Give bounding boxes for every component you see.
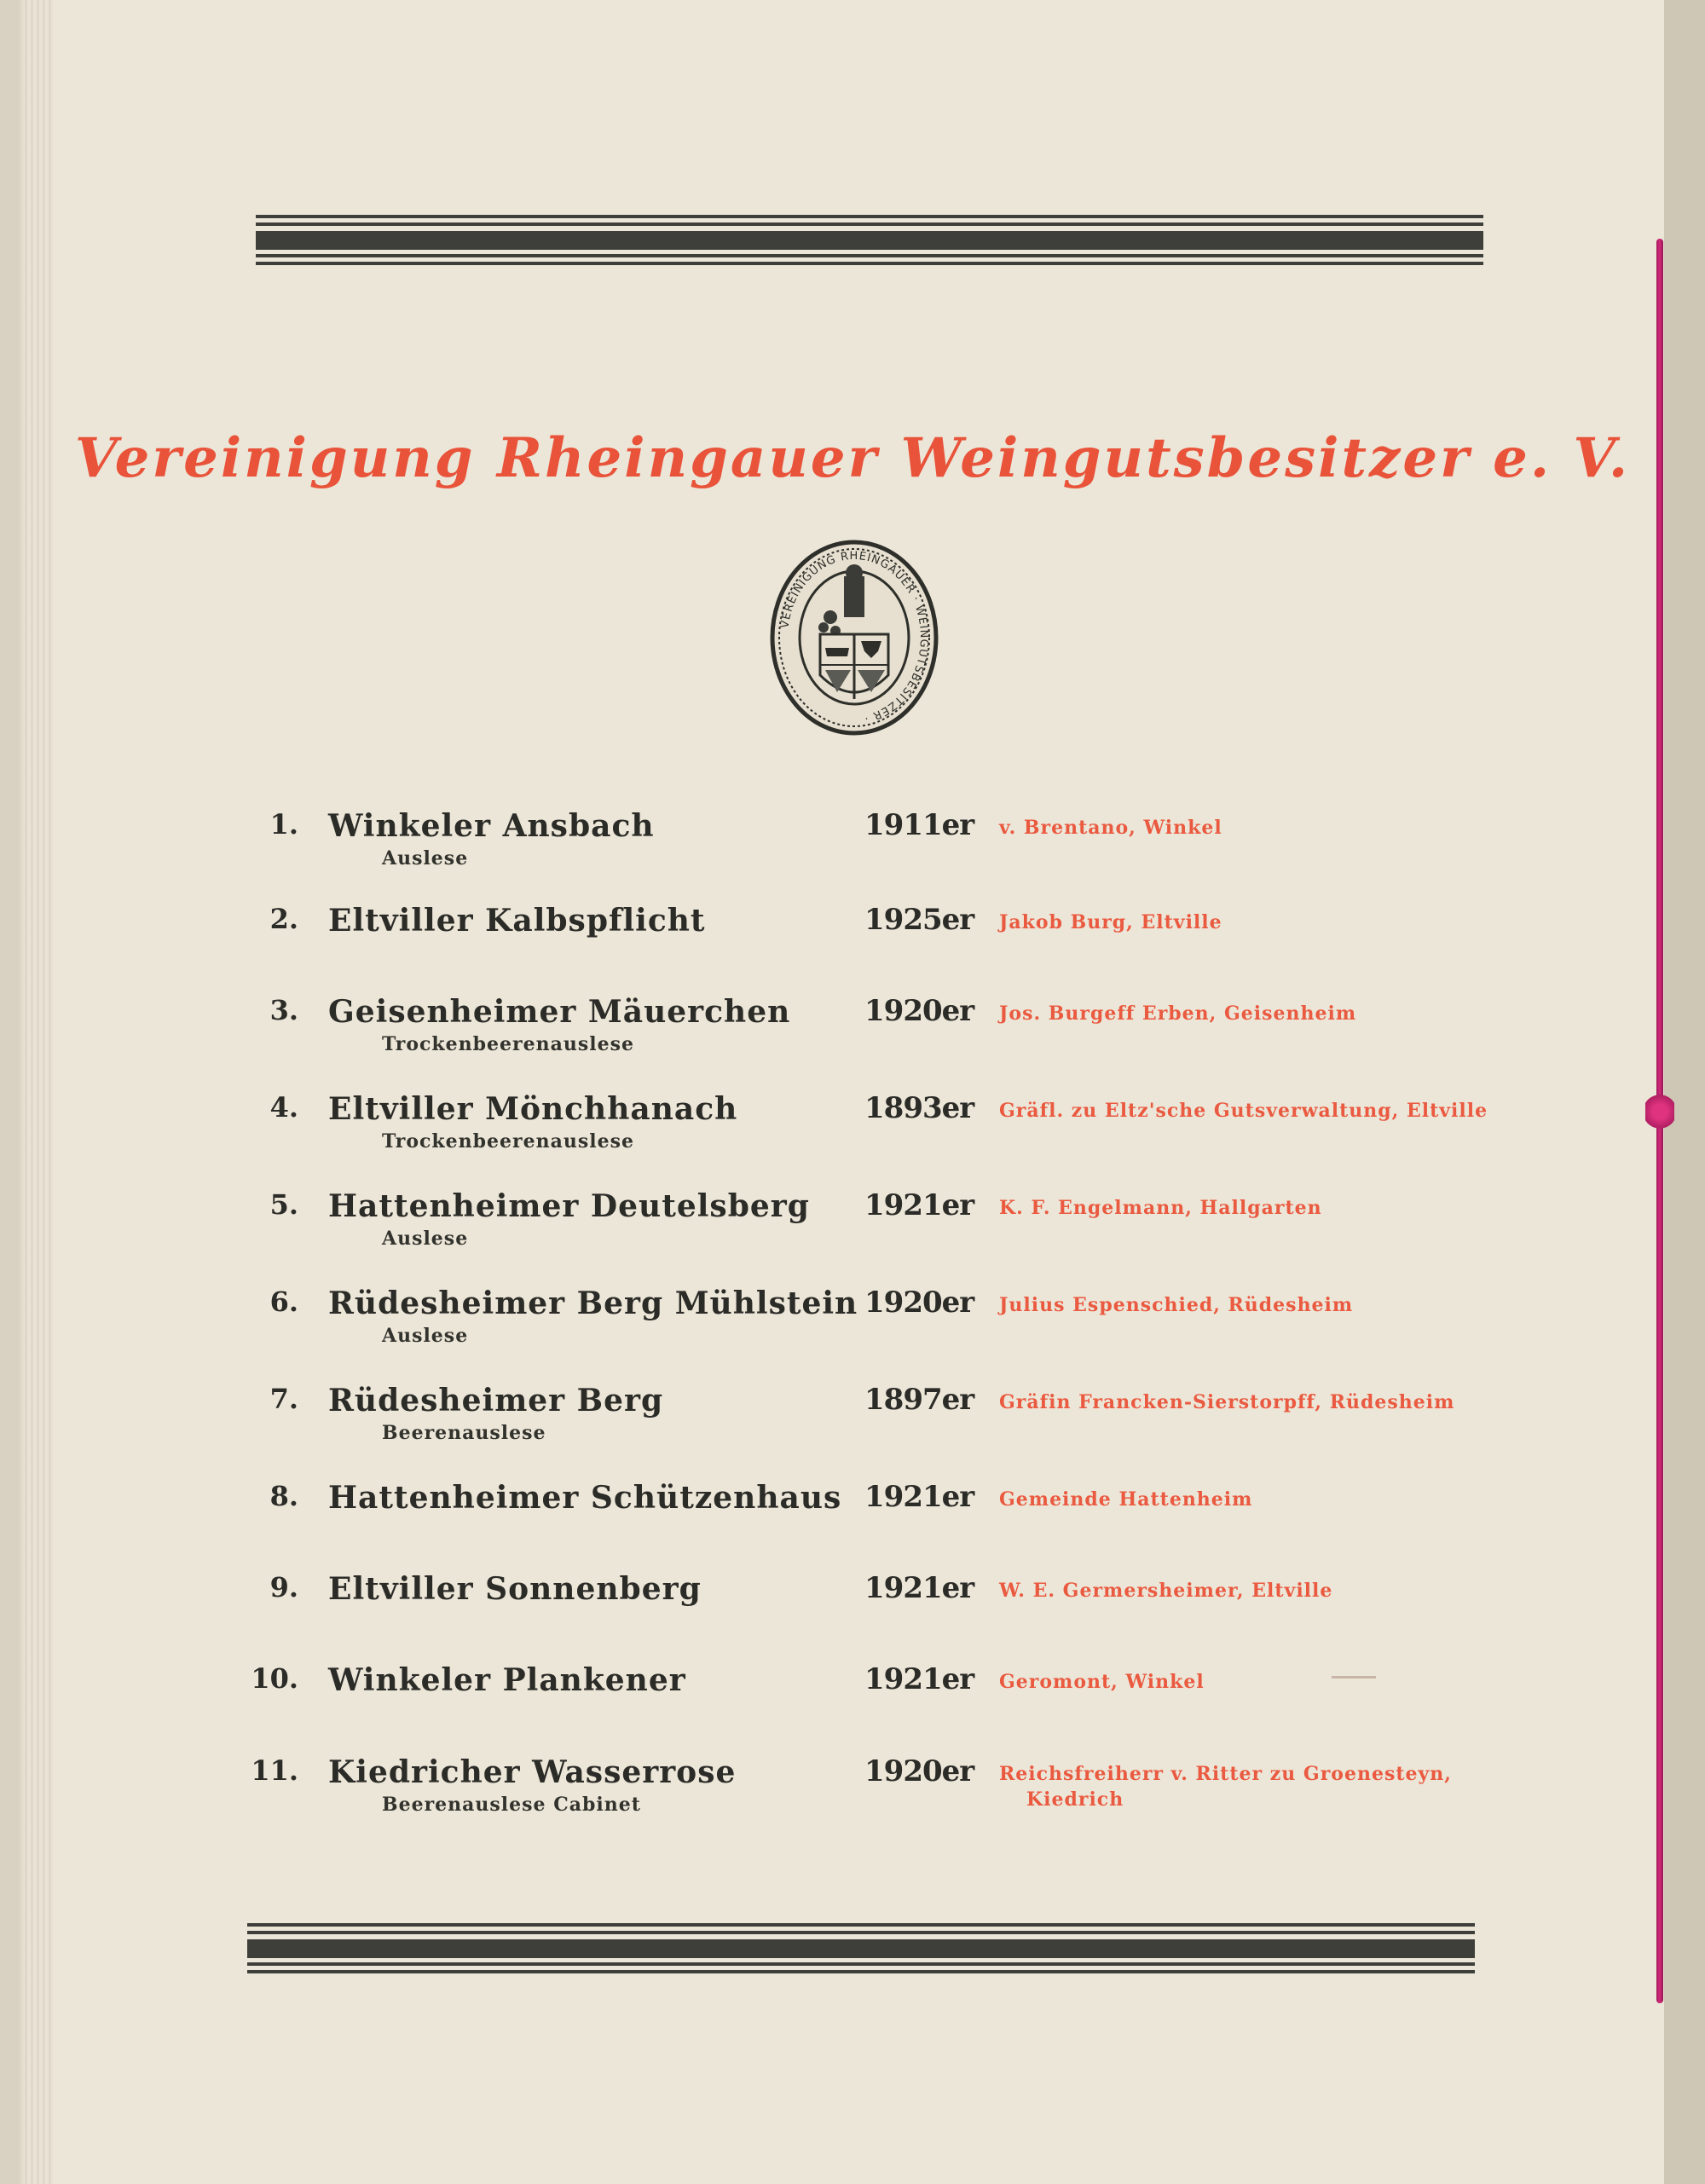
wine-producer: v. Brentano, Winkel [999, 817, 1222, 839]
item-number: 10. [251, 1662, 298, 1695]
wine-producer-line2: Kiedrich [1026, 1788, 1124, 1811]
wine-vintage: 1925er [864, 903, 974, 937]
list-item [0, 994, 1705, 1088]
page-title: Vereinigung Rheingauer Weingutsbesitzer e. V. [74, 426, 1631, 490]
wine-producer: Jos. Burgeff Erben, Geisenheim [999, 1002, 1357, 1025]
item-number: 7. [269, 1383, 298, 1415]
list-item [0, 1091, 1705, 1185]
wine-name: Winkeler Ansbach [328, 808, 655, 844]
wine-producer: Julius Espenschied, Rüdesheim [999, 1294, 1354, 1316]
wine-producer: Gräfl. zu Eltz'sche Gutsverwaltung, Eltville [999, 1100, 1488, 1122]
wine-name: Hattenheimer Deutelsberg [328, 1188, 810, 1224]
list-item [0, 1383, 1705, 1476]
wine-producer: Gemeinde Hattenheim [999, 1488, 1253, 1511]
item-number: 4. [269, 1091, 298, 1124]
wine-vintage: 1921er [864, 1571, 974, 1605]
item-number: 5. [269, 1188, 298, 1221]
item-number: 3. [269, 994, 298, 1026]
item-number: 1. [269, 808, 298, 841]
list-item [0, 1662, 1705, 1756]
wine-name: Hattenheimer Schützenhaus [328, 1480, 842, 1516]
wine-vintage: 1920er [864, 1754, 974, 1788]
wine-quality: Auslese [382, 1228, 469, 1250]
wine-name: Winkeler Plankener [328, 1662, 686, 1698]
wine-quality: Beerenauslese Cabinet [382, 1794, 641, 1816]
wine-vintage: 1921er [864, 1480, 974, 1514]
wine-name: Eltviller Mönchhanach [328, 1091, 738, 1127]
wine-quality: Trockenbeerenauslese [382, 1033, 634, 1055]
item-number: 6. [269, 1286, 298, 1318]
wine-vintage: 1911er [864, 808, 974, 842]
list-item [0, 1571, 1705, 1665]
wine-vintage: 1897er [864, 1383, 974, 1417]
item-number: 9. [269, 1571, 298, 1603]
wine-name: Rüdesheimer Berg [328, 1383, 664, 1418]
wine-quality: Beerenauslese [382, 1422, 546, 1444]
wine-name: Rüdesheimer Berg Mühlstein [328, 1286, 858, 1321]
coat-of-arms-seal-icon [769, 539, 939, 737]
list-item [0, 903, 1705, 997]
wine-producer: Geromont, Winkel [999, 1671, 1205, 1693]
wine-quality: Auslese [382, 847, 469, 870]
wine-quality: Auslese [382, 1325, 469, 1347]
wine-name: Eltviller Sonnenberg [328, 1571, 702, 1607]
wine-vintage: 1920er [864, 1286, 974, 1320]
pencil-mark [1332, 1676, 1376, 1678]
top-decorative-rule [256, 215, 1483, 266]
wine-name: Kiedricher Wasserrose [328, 1754, 737, 1790]
list-item [0, 1286, 1705, 1379]
list-item [0, 1188, 1705, 1282]
wine-producer: W. E. Germersheimer, Eltville [999, 1580, 1333, 1602]
item-number: 11. [251, 1754, 298, 1787]
wine-vintage: 1893er [864, 1091, 974, 1125]
wine-name: Geisenheimer Mäuerchen [328, 994, 791, 1030]
wine-producer: K. F. Engelmann, Hallgarten [999, 1197, 1322, 1219]
wine-vintage: 1921er [864, 1662, 974, 1696]
wine-name: Eltviller Kalbspflicht [328, 903, 706, 939]
wine-producer: Reichsfreiherr v. Ritter zu Groenesteyn, [999, 1763, 1452, 1785]
list-item [0, 1480, 1705, 1574]
svg-text:VEREINIGUNG RHEINGAUER · WEING: VEREINIGUNG RHEINGAUER · WEINGUTSBESITZER · [778, 549, 931, 725]
item-number: 8. [269, 1480, 298, 1512]
list-item [0, 808, 1705, 902]
wine-producer: Gräfin Francken-Sierstorpff, Rüdesheim [999, 1391, 1455, 1413]
bottom-decorative-rule [247, 1923, 1475, 1974]
list-item [0, 1754, 1705, 1848]
wine-vintage: 1920er [864, 994, 974, 1028]
wine-producer: Jakob Burg, Eltville [999, 911, 1222, 933]
wine-vintage: 1921er [864, 1188, 974, 1222]
item-number: 2. [269, 903, 298, 935]
wine-quality: Trockenbeerenauslese [382, 1130, 634, 1153]
